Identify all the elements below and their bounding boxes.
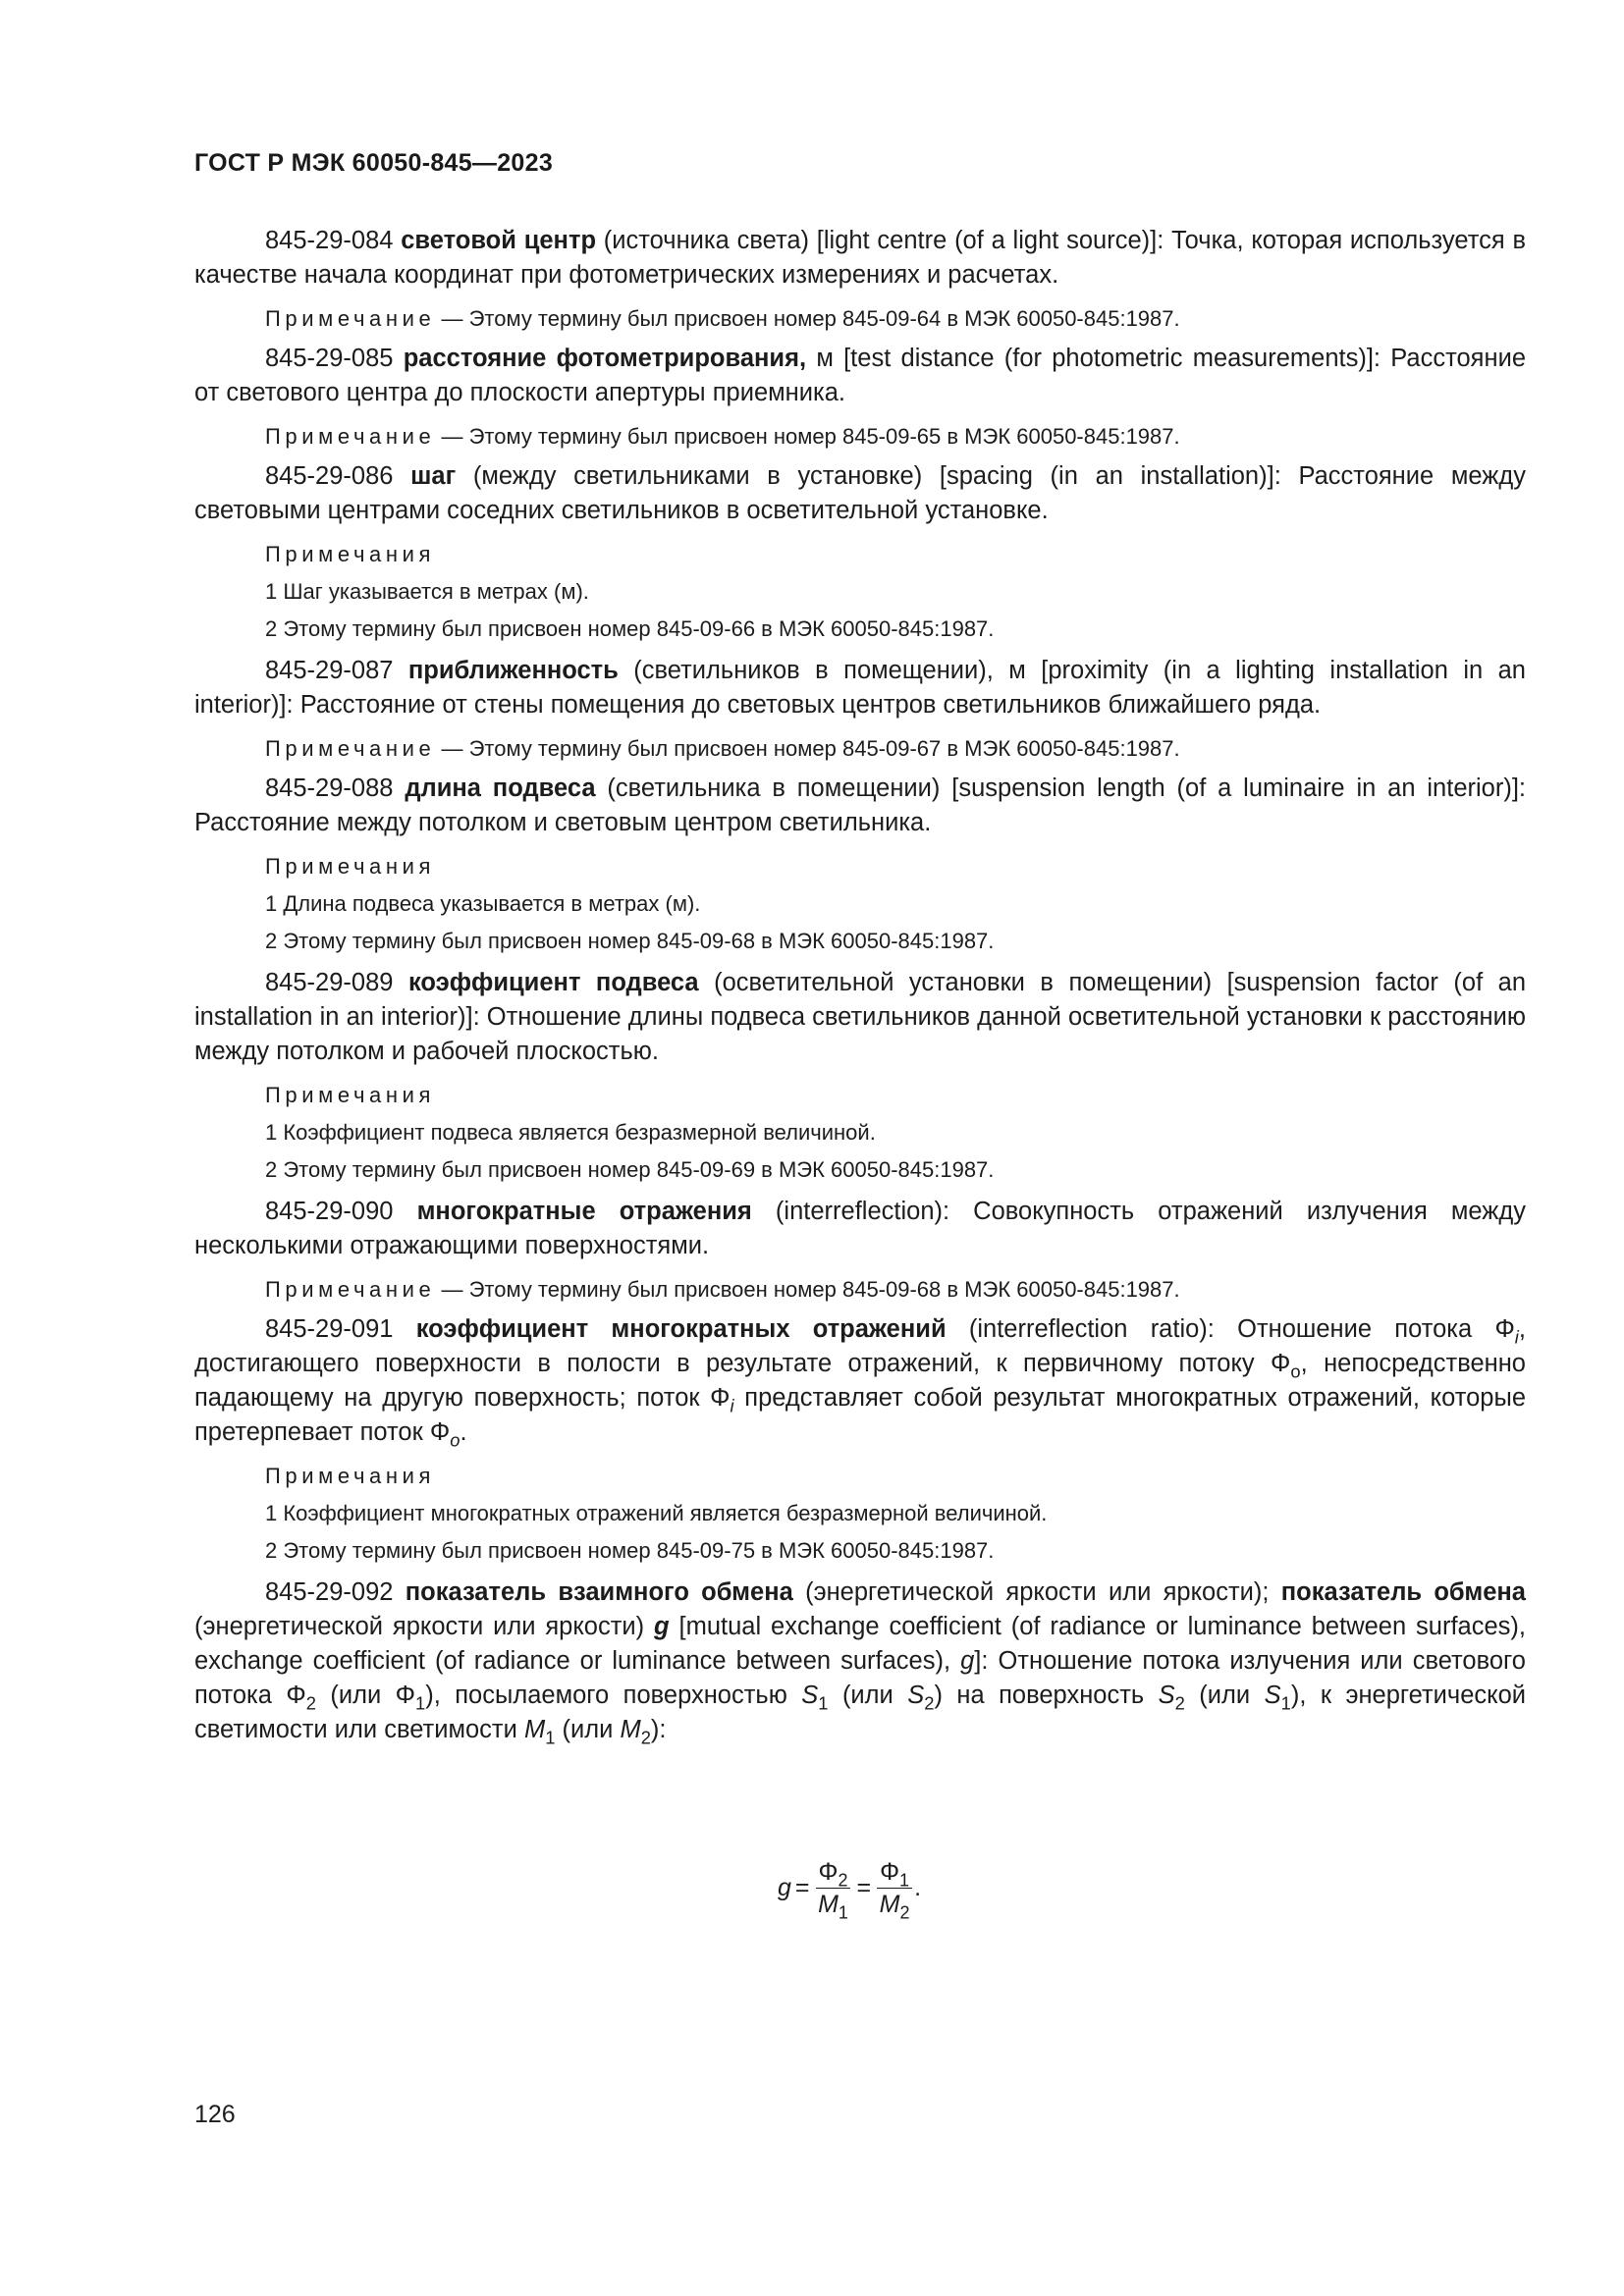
fraction: $\frac{\Phi_2}{M_1}$ — [816, 1858, 851, 1918]
term-name: приближенность — [407, 657, 619, 684]
fraction: $\frac{\Phi_1}{M_2}$ — [877, 1858, 912, 1918]
note-item: 1 Длина подвеса указывается в метрах (м). — [265, 891, 701, 916]
term-name: шаг — [410, 462, 457, 490]
note: Примечание — Этому термину был присвоен номер 845-09-64 в МЭК 60050-845:1987. — [265, 306, 1180, 331]
term-name: показатель обмена — [1280, 1578, 1526, 1606]
note-item: 2 Этому термину был присвоен номер 845-09-75 в МЭК 60050-845:1987. — [265, 1538, 995, 1563]
term-entry-088: 845-29-088 длина подвеса (светильника в помещении) [suspension length (of a luminaire in an interior)]: Расстояние между потолком и световым центром светильника. — [194, 774, 1526, 836]
notes-heading: Примечания — [265, 1083, 436, 1107]
term-name: коэффициент подвеса — [407, 969, 699, 996]
document-body — [194, 224, 1526, 1759]
term-entry-085: 845-29-085 расстояние фотометрирования, м [test distance (for photometric measurements)]: Расстояние от светового центра до плоскости апертуры приемника. — [194, 345, 1526, 406]
page-number: 126 — [194, 2101, 236, 2128]
note-item: 2 Этому термину был присвоен номер 845-09-68 в МЭК 60050-845:1987. — [265, 929, 995, 953]
note-item: 1 Шаг указывается в метрах (м). — [265, 579, 589, 604]
note-item: 1 Коэффициент многократных отражений является безразмерной величиной. — [265, 1501, 1048, 1525]
term-entry-084: 845-29-084 световой центр (источника света) [light centre (of a light source)]: Точка, которая используется в качестве начала координат при фотометрических измерениях и расчетах. — [194, 227, 1526, 289]
exchange-coefficient-formula: g = $\frac{\Phi_2}{M_1}$ = $\frac{\Phi_1}{M_2}$ . — [778, 1858, 922, 1923]
note: Примечание — Этому термину был присвоен номер 845-09-65 в МЭК 60050-845:1987. — [265, 424, 1180, 449]
notes-heading: Примечания — [265, 542, 436, 566]
document-header: ГОСТ Р МЭК 60050-845—2023 — [194, 149, 554, 177]
note: Примечание — Этому термину был присвоен номер 845-09-68 в МЭК 60050-845:1987. — [265, 1277, 1180, 1302]
term-name: многократные отражения — [416, 1198, 752, 1225]
note-item: 2 Этому термину был присвоен номер 845-09-69 в МЭК 60050-845:1987. — [265, 1157, 995, 1182]
note: Примечание — Этому термину был присвоен номер 845-09-67 в МЭК 60050-845:1987. — [265, 736, 1180, 761]
term-entry-087: 845-29-087 приближенность (светильников в помещении), м [proximity (in a lighting installation in an interior)]: Расстояние от стены помещения до световых центров светильников ближайшего ряда. — [194, 657, 1526, 719]
term-entry-089: 845-29-089 коэффициент подвеса (осветительной установки в помещении) [suspension factor (of an installation in an interior)]: Отношение длины подвеса светильников данной осветительной установки к расстоянию между потолком и рабочей плоскостью. — [194, 969, 1527, 1065]
note-item: 1 Коэффициент подвеса является безразмерной величиной. — [265, 1120, 876, 1145]
term-name: длина подвеса — [405, 774, 596, 802]
term-entry-092: 845-29-092 показатель взаимного обмена (энергетической яркости или яркости); показатель обмена (энергетической яркости или яркости) g [mutual exchange coefficient (of radiance or luminance between surfaces), exchange coefficient (of radiance or luminance between surfaces), g]: Отношение потока излучения или светового потока $\Phi_2$ (или $\Phi_1$), посылаемого поверхностью $S_1$ (или $S_2$) на поверхность $S_2$ (или $S_1$), к энергетической светимости или светимости $M_1$ (или $M_2$): — [194, 1578, 1527, 1748]
notes-heading: Примечания — [265, 1464, 436, 1488]
notes-heading: Примечания — [265, 854, 436, 879]
term-name: световой центр — [401, 227, 597, 254]
term-entry-091: 845-29-091 коэффициент многократных отражений (interreflection ratio): Отношение потока $\Phi_i$, достигающего поверхности в полости в результате отражений, к первичному потоку $\Phi_o$, непосредственно падающему на другую поверхность; поток $\Phi_i$ представляет собой результат многократных отражений, которые претерпевает поток $\Phi_o$. — [194, 1315, 1527, 1451]
term-entry-086: 845-29-086 шаг (между светильниками в установке) [spacing (in an installation)]: Расстояние между световыми центрами соседних светильников в осветительной установке. — [194, 462, 1526, 524]
term-entry-090: 845-29-090 многократные отражения (interreflection): Совокупность отражений излучения между несколькими отражающими поверхностями. — [194, 1198, 1526, 1259]
term-name: показатель взаимного обмена — [405, 1578, 793, 1606]
note-item: 2 Этому термину был присвоен номер 845-09-66 в МЭК 60050-845:1987. — [265, 616, 995, 641]
term-name: расстояние фотометрирования, — [403, 345, 807, 372]
term-name: коэффициент многократных отражений — [415, 1315, 947, 1343]
